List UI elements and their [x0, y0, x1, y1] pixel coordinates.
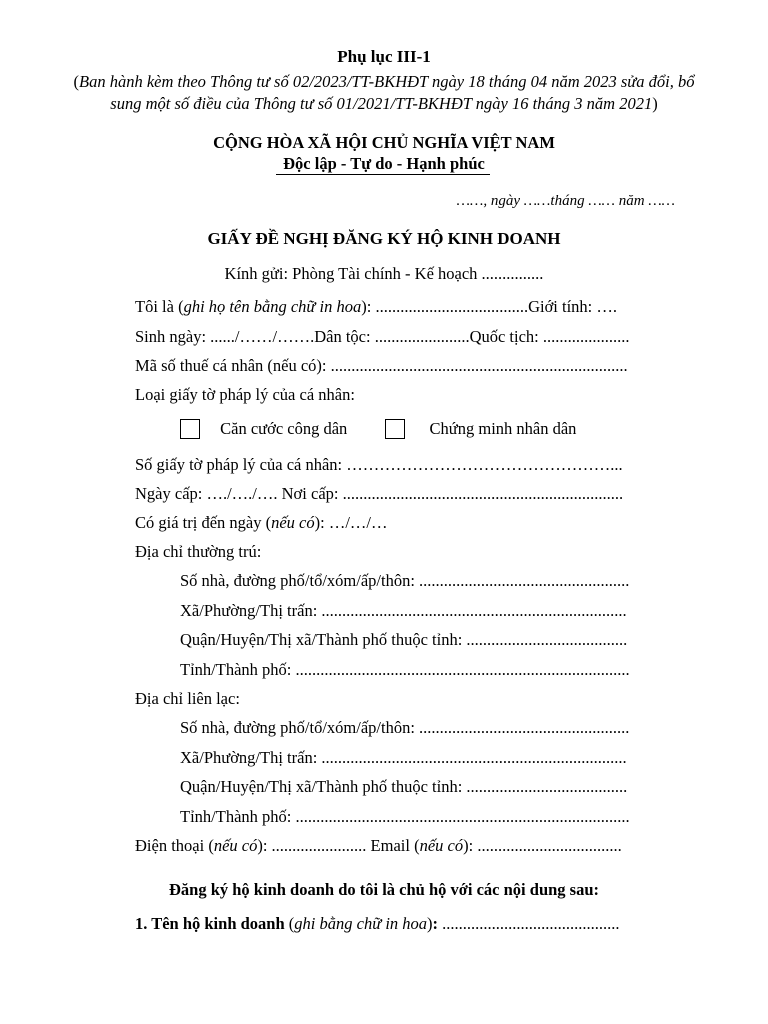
- recipient-line: Kính gửi: Phòng Tài chính - Kế hoạch ...............: [224, 264, 544, 283]
- legal-doc-options: [180, 418, 640, 439]
- identity-card-checkbox[interactable]: [385, 419, 405, 439]
- business-name-hint: ghi bằng chữ in hoa: [294, 914, 428, 933]
- business-name-field[interactable]: [135, 914, 660, 934]
- issued-note-text2: sung một số điều của Thông tư số 01/2021/TT-BKHĐT ngày 16 tháng 3 năm 2021: [110, 94, 653, 113]
- issued-note-text1: Ban hành kèm theo Thông tư số 02/2023/TT-BKHĐT ngày 18 tháng 04 năm 2023 sửa đổi, bổ: [78, 72, 695, 91]
- phone-email-field[interactable]: [135, 836, 660, 856]
- name-field[interactable]: [135, 297, 660, 317]
- legal-doc-type-label: Loại giấy tờ pháp lý của cá nhân:: [135, 385, 355, 404]
- open-paren: (: [73, 72, 79, 91]
- phone-hint: nếu có: [213, 836, 258, 855]
- citizen-id-label: Căn cước công dân: [220, 419, 348, 439]
- business-name-label: 1. Tên hộ kinh doanh: [135, 914, 285, 933]
- business-name-close: ): [427, 914, 433, 933]
- perm-ward-field[interactable]: Xã/Phường/Thị trấn: ..........................................................................: [180, 601, 627, 620]
- form-title: GIẤY ĐỀ NGHỊ ĐĂNG KÝ HỘ KINH DOANH: [207, 229, 561, 248]
- issued-note-line1: [0, 72, 768, 92]
- date-line-text: ……, ngày ……tháng …… năm ……: [456, 193, 675, 209]
- cont-ward-field[interactable]: Xã/Phường/Thị trấn: ..........................................................................: [180, 748, 627, 767]
- validity-field[interactable]: [135, 513, 660, 533]
- date-line: [380, 193, 675, 210]
- email-suffix: ): ...................................: [463, 836, 622, 855]
- validity-suffix: ): …/…/…: [314, 513, 388, 532]
- birth-field[interactable]: Sinh ngày: ....../……/…….Dân tộc: .......................Quốc tịch: .....................: [135, 327, 630, 346]
- close-paren: ): [652, 94, 658, 113]
- perm-street-field[interactable]: Số nhà, đường phố/tổ/xóm/ấp/thôn: ...................................................: [180, 571, 630, 590]
- permanent-address-label: Địa chỉ thường trú:: [135, 542, 262, 561]
- contact-address-label: Địa chỉ liên lạc:: [135, 689, 240, 708]
- issue-info-field[interactable]: Ngày cấp: …./…./…. Nơi cấp: ....................................................................: [135, 484, 624, 503]
- cont-street-field[interactable]: Số nhà, đường phố/tổ/xóm/ấp/thôn: ...................................................: [180, 718, 630, 737]
- country-name: CỘNG HÒA XÃ HỘI CHỦ NGHĨA VIỆT NAM: [213, 133, 555, 152]
- business-name-dots: ...........................................: [438, 914, 620, 933]
- perm-district-field[interactable]: Quận/Huyện/Thị xã/Thành phố thuộc tỉnh: .......................................: [180, 630, 628, 649]
- cont-province-field[interactable]: Tỉnh/Thành phố: .................................................................................: [180, 807, 630, 826]
- legal-doc-number-field[interactable]: Số giấy tờ pháp lý của cá nhân: …………………………………………...: [135, 455, 623, 474]
- citizen-id-checkbox[interactable]: [180, 419, 200, 439]
- validity-hint: nếu có: [271, 513, 315, 532]
- motto: Độc lập - Tự do - Hạnh phúc: [283, 154, 485, 173]
- phone-prefix: Điện thoại (: [135, 836, 214, 855]
- register-heading: Đăng ký hộ kinh doanh do tôi là chủ hộ với các nội dung sau:: [168, 880, 600, 899]
- perm-province-field[interactable]: Tỉnh/Thành phố: .................................................................................: [180, 660, 630, 679]
- phone-suffix: ): ....................... Email (: [257, 836, 420, 855]
- identity-card-label: Chứng minh nhân dân: [429, 419, 577, 439]
- email-hint: nếu có: [419, 836, 464, 855]
- name-hint: ghi họ tên bằng chữ in hoa: [183, 297, 362, 316]
- issued-note-line2: [0, 94, 768, 114]
- motto-underline: [276, 174, 490, 175]
- name-suffix: ): .....................................Giới tính: ….: [361, 297, 618, 316]
- business-name-open: (: [284, 914, 295, 933]
- business-name-colon: :: [432, 914, 439, 933]
- cont-district-field[interactable]: Quận/Huyện/Thị xã/Thành phố thuộc tỉnh: .......................................: [180, 777, 628, 796]
- validity-prefix: Có giá trị đến ngày (: [135, 513, 272, 532]
- name-prefix: Tôi là (: [135, 297, 184, 316]
- appendix-title: Phụ lục III-1: [337, 47, 431, 66]
- tax-code-field[interactable]: Mã số thuế cá nhân (nếu có): ........................................................................: [135, 356, 628, 375]
